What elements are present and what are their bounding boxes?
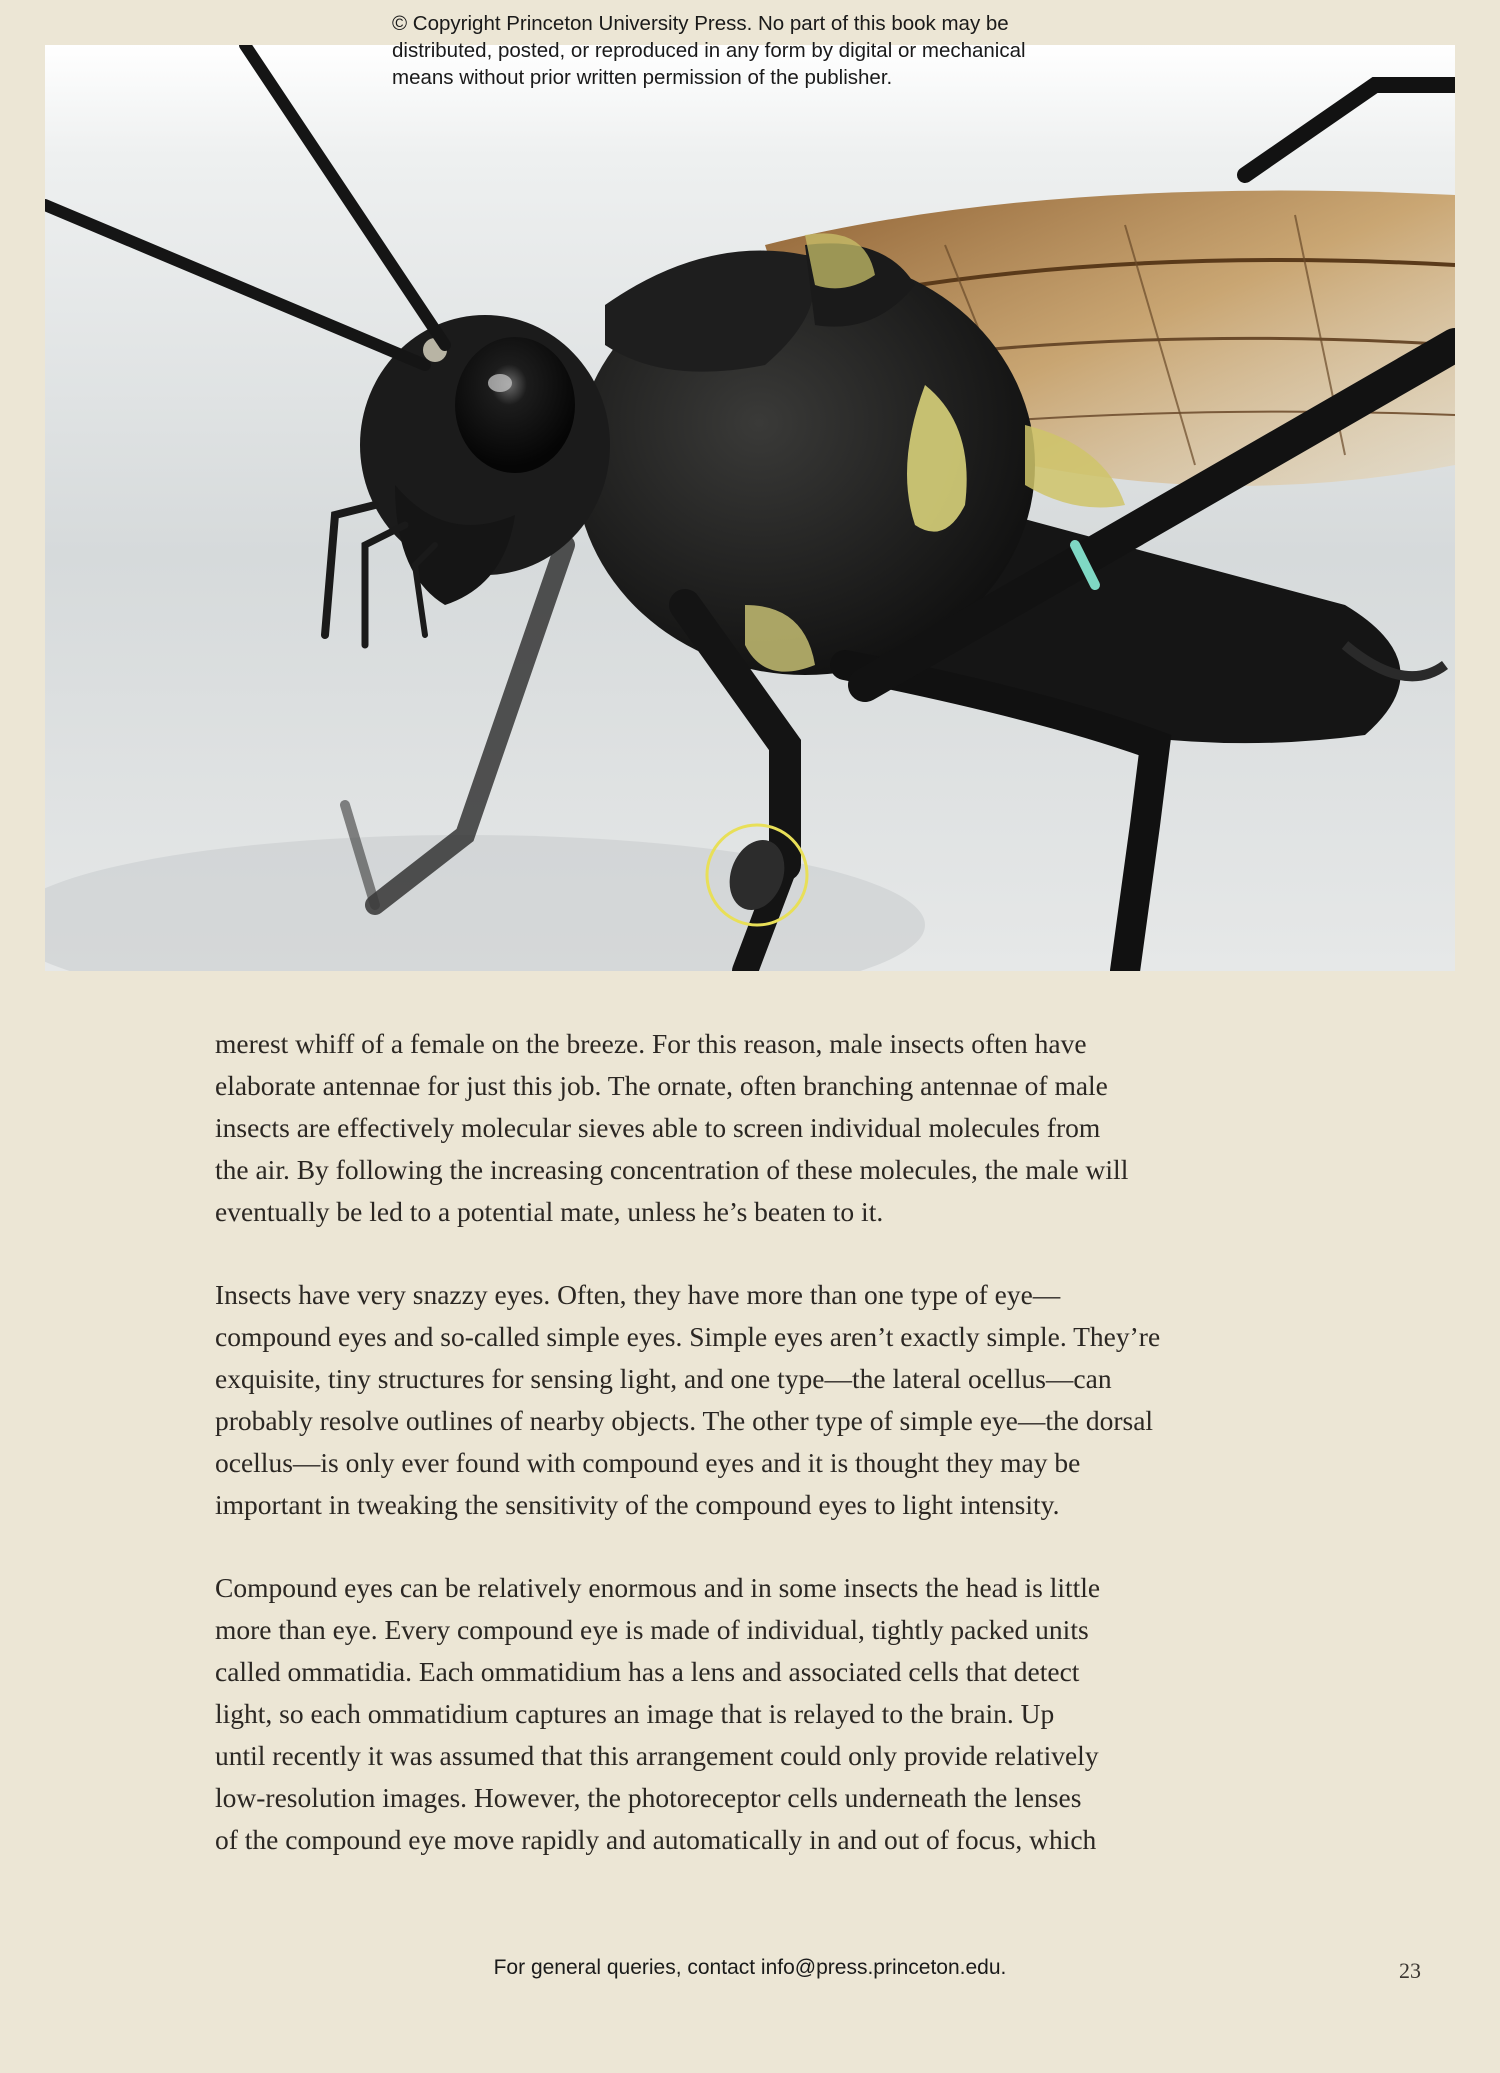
text-line: light, so each ommatidium captures an image that is relayed to the brain. Up (215, 1698, 1055, 1729)
text-line: more than eye. Every compound eye is made of individual, tightly packed units (215, 1614, 1089, 1645)
copyright-line: means without prior written permission of the publisher. (392, 66, 893, 89)
text-line: Insects have very snazzy eyes. Often, they have more than one type of eye— (215, 1279, 1061, 1310)
text-line: insects are effectively molecular sieves able to screen individual molecules from (215, 1112, 1101, 1143)
body-text (215, 1023, 1315, 1902)
text-line: exquisite, tiny structures for sensing light, and one type—the lateral ocellus—can (215, 1363, 1112, 1394)
copyright-line: © Copyright Princeton University Press. No part of this book may be (392, 12, 1009, 35)
text-line: compound eyes and so-called simple eyes. Simple eyes aren’t exactly simple. They’re (215, 1321, 1161, 1352)
text-line: low-resolution images. However, the photoreceptor cells underneath the lenses (215, 1782, 1082, 1813)
paragraph (215, 1567, 1315, 1861)
text-line: Compound eyes can be relatively enormous and in some insects the head is little (215, 1572, 1101, 1603)
text-line: until recently it was assumed that this arrangement could only provide relatively (215, 1740, 1099, 1771)
text-line: ocellus—is only ever found with compound eyes and it is thought they may be (215, 1447, 1081, 1478)
insect-photo (45, 45, 1455, 971)
text-line: called ommatidia. Each ommatidium has a lens and associated cells that detect (215, 1656, 1080, 1687)
page-number: 23 (1399, 1958, 1421, 1983)
copyright-notice (392, 10, 1112, 91)
text-line: eventually be led to a potential mate, unless he’s beaten to it. (215, 1196, 884, 1227)
footer-queries: For general queries, contact info@press.princeton.edu. (493, 1956, 1007, 1979)
text-line: merest whiff of a female on the breeze. For this reason, male insects often have (215, 1028, 1087, 1059)
text-line: probably resolve outlines of nearby objects. The other type of simple eye—the dorsal (215, 1405, 1154, 1436)
paragraph (215, 1023, 1315, 1233)
text-line: of the compound eye move rapidly and automatically in and out of focus, which (215, 1824, 1097, 1855)
paragraph (215, 1274, 1315, 1526)
text-line: elaborate antennae for just this job. The ornate, often branching antennae of male (215, 1070, 1108, 1101)
text-line: important in tweaking the sensitivity of the compound eyes to light intensity. (215, 1489, 1060, 1520)
copyright-line: distributed, posted, or reproduced in any form by digital or mechanical (392, 39, 1026, 62)
insect-closeup-icon (45, 45, 1455, 971)
text-line: the air. By following the increasing concentration of these molecules, the male will (215, 1154, 1129, 1185)
